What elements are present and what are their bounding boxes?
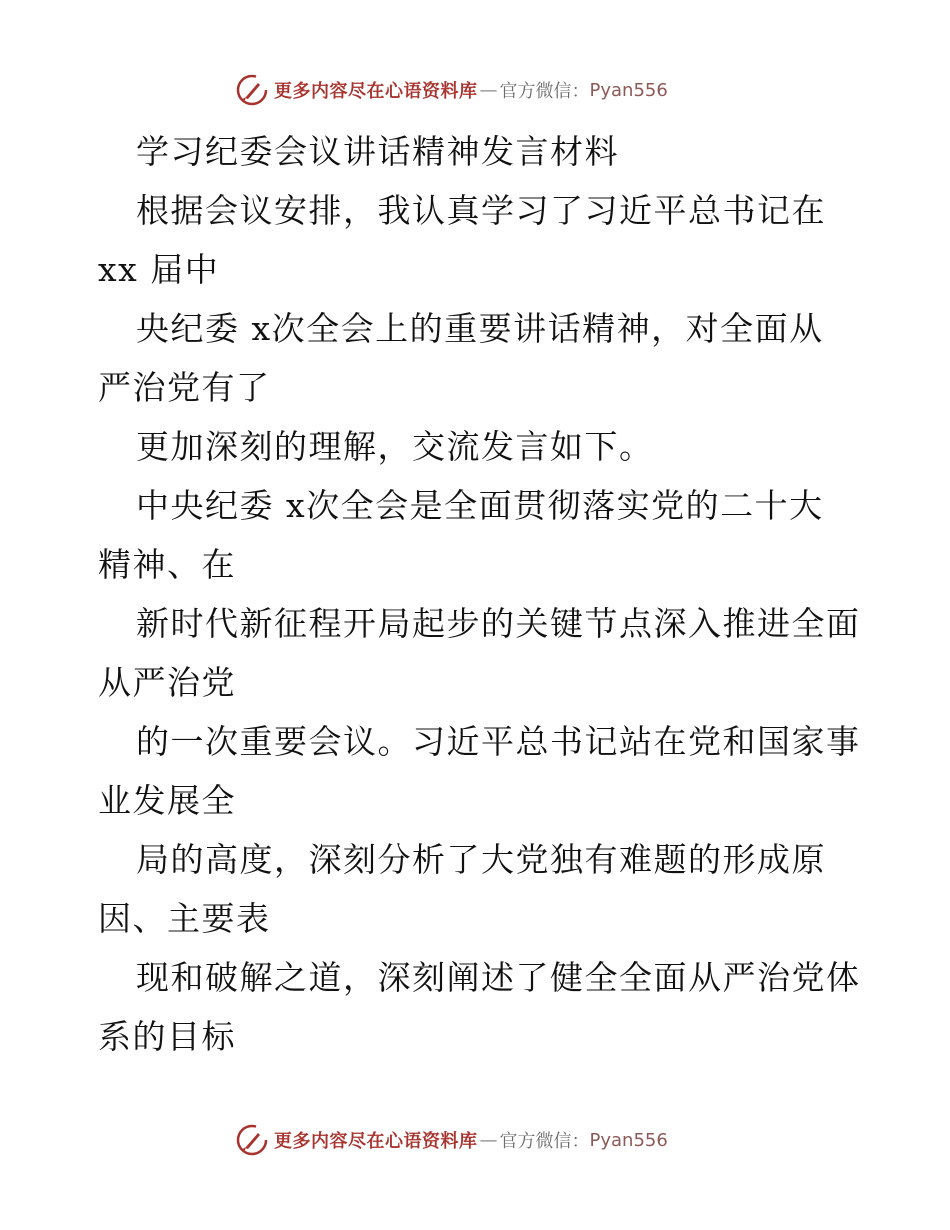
quill-pen-icon — [236, 74, 268, 106]
quill-pen-icon — [236, 1124, 268, 1156]
document-body — [98, 122, 878, 1066]
text-line: 严治党有了 — [98, 368, 271, 407]
text-line: xx 届中 — [98, 250, 220, 289]
footer-banner — [236, 1123, 668, 1157]
text-line: 局的高度，深刻分析了大党独有难题的形成原 — [136, 840, 826, 879]
header-banner — [236, 73, 668, 107]
text-line: 新时代新征程开局起步的关键节点深入推进全面 — [136, 604, 861, 643]
text-line: 更加深刻的理解，交流发言如下。 — [136, 427, 654, 466]
banner-dash: — — [479, 1129, 498, 1151]
text-line: 业发展全 — [98, 781, 236, 820]
banner-main-text: 更多内容尽在心语资料库 — [274, 1131, 478, 1152]
paragraph-lines — [98, 181, 878, 1066]
text-line: 系的目标 — [98, 1017, 236, 1056]
text-line: 根据会议安排，我认真学习了习近平总书记在 — [136, 191, 826, 230]
text-line: 央纪委 x次全会上的重要讲话精神，对全面从 — [136, 309, 824, 348]
text-line: 中央纪委 x次全会是全面贯彻落实党的二十大 — [136, 486, 824, 525]
text-line: 从严治党 — [98, 663, 236, 702]
text-line: 现和破解之道，深刻阐述了健全全面从严治党体 — [136, 958, 861, 997]
banner-main-text: 更多内容尽在心语资料库 — [274, 81, 478, 102]
banner-wechat-label: 官方微信： — [499, 1131, 590, 1152]
banner-wechat-id: Pyan556 — [589, 79, 668, 101]
text-line: 的一次重要会议。习近平总书记站在党和国家事 — [136, 722, 861, 761]
text-line: 精神、在 — [98, 545, 236, 584]
banner-dash: — — [479, 79, 498, 101]
banner-wechat-id: Pyan556 — [589, 1129, 668, 1151]
document-title: 学习纪委会议讲话精神发言材料 — [136, 132, 619, 171]
banner-wechat-label: 官方微信： — [499, 81, 590, 102]
text-line: 因、主要表 — [98, 899, 271, 938]
